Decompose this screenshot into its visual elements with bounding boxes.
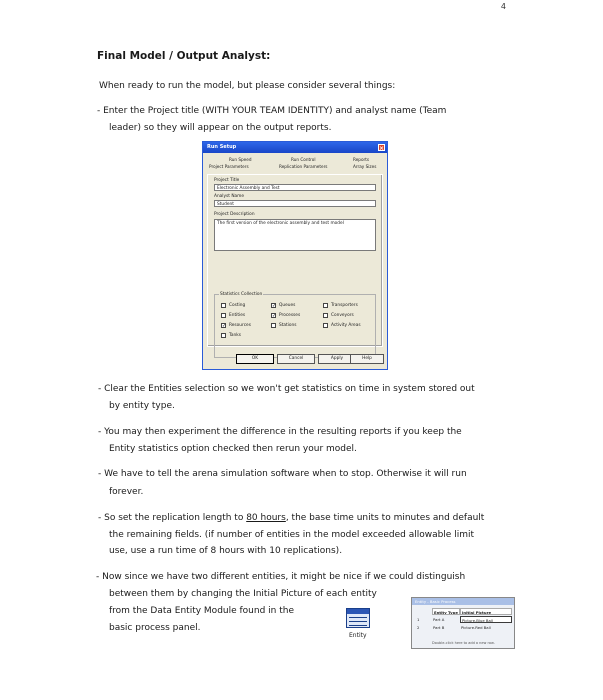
analyst-name-label: Analyst Name [214,194,244,199]
checkbox-processes[interactable]: ✓ Processes [272,313,301,319]
checkmark-icon: ✓ [272,303,277,309]
tab-array-sizes[interactable]: Array Sizes [353,164,377,169]
dialog-buttons [203,354,387,364]
entity-icon-label: Entity [349,632,367,639]
statistics-collection-group [214,294,376,358]
table-row[interactable]: 1 Part A Picture.Blue Ball [412,616,514,623]
checkbox-resources[interactable]: ✓ Resources [222,323,251,329]
section-heading: Final Model / Output Analyst: [97,50,271,62]
checkbox-icon [323,303,328,308]
bullet-project-title-line1: - Enter the Project title (WITH YOUR TEAM IDENTITY) and analyst name (Team [97,106,447,116]
bullet-experiment-line2: Entity statistics option checked then rerun your model. [109,444,357,454]
statistics-collection-label: Statistics Collection [220,292,263,297]
bullet-entity-picture-line4: basic process panel. [109,623,201,633]
checkbox-icon [221,303,226,308]
bullet-entity-picture-line1: - Now since we have two different entities, it might be nice if we could distinguish [96,572,466,582]
project-description-label: Project Description [214,212,255,217]
intro-text: When ready to run the model, but please consider several things: [99,81,396,91]
table-header-row [412,608,514,615]
dialog-tabs [207,157,383,173]
bullet-stop-line1: - We have to tell the arena simulation software when to stop. Otherwise it will run [98,469,467,479]
apply-button[interactable]: Apply [318,354,356,364]
checkbox-entities[interactable]: Entities [221,313,245,318]
table-row[interactable]: 2 Part B Picture.Red Ball [417,625,491,630]
ok-button[interactable]: OK [236,354,274,364]
bullet-entities-line2: by entity type. [109,401,175,411]
bullet-replication-line2: the remaining fields. (if number of entities in the model exceeded allowable limit [109,530,474,540]
checkbox-stations[interactable]: Stations [271,323,297,328]
column-header-entity-type: Entity Type [432,608,460,615]
add-row-hint[interactable]: Double-click here to add a new row. [432,641,495,645]
checkbox-conveyors[interactable]: Conveyors [323,313,354,318]
bullet-entity-picture-line3: from the Data Entity Module found in the [109,606,295,616]
bullet-replication-line3: use, use a run time of 8 hours with 10 replications). [109,546,343,556]
entity-data-table [411,597,515,649]
checkbox-transporters[interactable]: Transporters [323,303,358,308]
project-parameters-panel [207,174,383,347]
bullet-stop-line2: forever. [109,487,144,497]
tab-run-control[interactable]: Run Control [291,157,316,162]
tab-run-speed[interactable]: Run Speed [229,157,252,162]
analyst-name-input[interactable]: Student [214,200,376,207]
tab-project-parameters[interactable]: Project Parameters [209,164,249,169]
help-button[interactable]: Help [350,354,384,364]
checkbox-costing[interactable]: Costing [221,303,245,308]
entity-module-icon [346,608,370,628]
close-icon[interactable]: × [379,145,385,152]
bullet-project-title-line2: leader) so they will appear on the output reports. [109,123,332,133]
checkbox-icon [221,333,226,338]
checkmark-icon: ✓ [272,313,277,319]
checkmark-icon: ✓ [222,323,227,329]
project-title-label: Project Title [214,178,240,183]
checkbox-icon [323,313,328,318]
checkbox-icon [271,323,276,328]
bullet-experiment-line1: - You may then experiment the difference in the resulting reports if you keep the [98,427,462,437]
tab-reports[interactable]: Reports [353,157,370,162]
project-description-input[interactable]: The first version of the electronic assembly and test model [214,219,376,251]
cancel-button[interactable]: Cancel [277,354,315,364]
checkbox-icon [221,313,226,318]
dialog-title-bar [203,142,387,153]
checkbox-activity-areas[interactable]: Activity Areas [323,323,361,328]
column-header-initial-picture: Initial Picture [460,608,512,615]
entity-table-title: Entity - Basic Process [412,598,514,605]
initial-picture-select[interactable]: Picture.Blue Ball [460,616,512,623]
tab-replication-parameters[interactable]: Replication Parameters [279,164,328,169]
run-setup-dialog [202,141,388,370]
bullet-replication-line1: - So set the replication length to 80 hours, the base time units to minutes and default [98,513,485,523]
dialog-title: Run Setup [207,144,237,150]
bullet-entity-picture-line2: between them by changing the Initial Picture of each entity [109,589,377,599]
checkbox-icon [323,323,328,328]
checkbox-queues[interactable]: ✓ Queues [272,303,296,309]
checkbox-tanks[interactable]: Tanks [221,333,241,338]
project-title-input[interactable]: Electronic Assembly and Test [214,184,376,191]
replication-length-value: 80 hours [246,513,286,523]
page-number: 4 [500,2,506,11]
bullet-entities-line1: - Clear the Entities selection so we won't get statistics on time in system stored out [98,384,475,394]
